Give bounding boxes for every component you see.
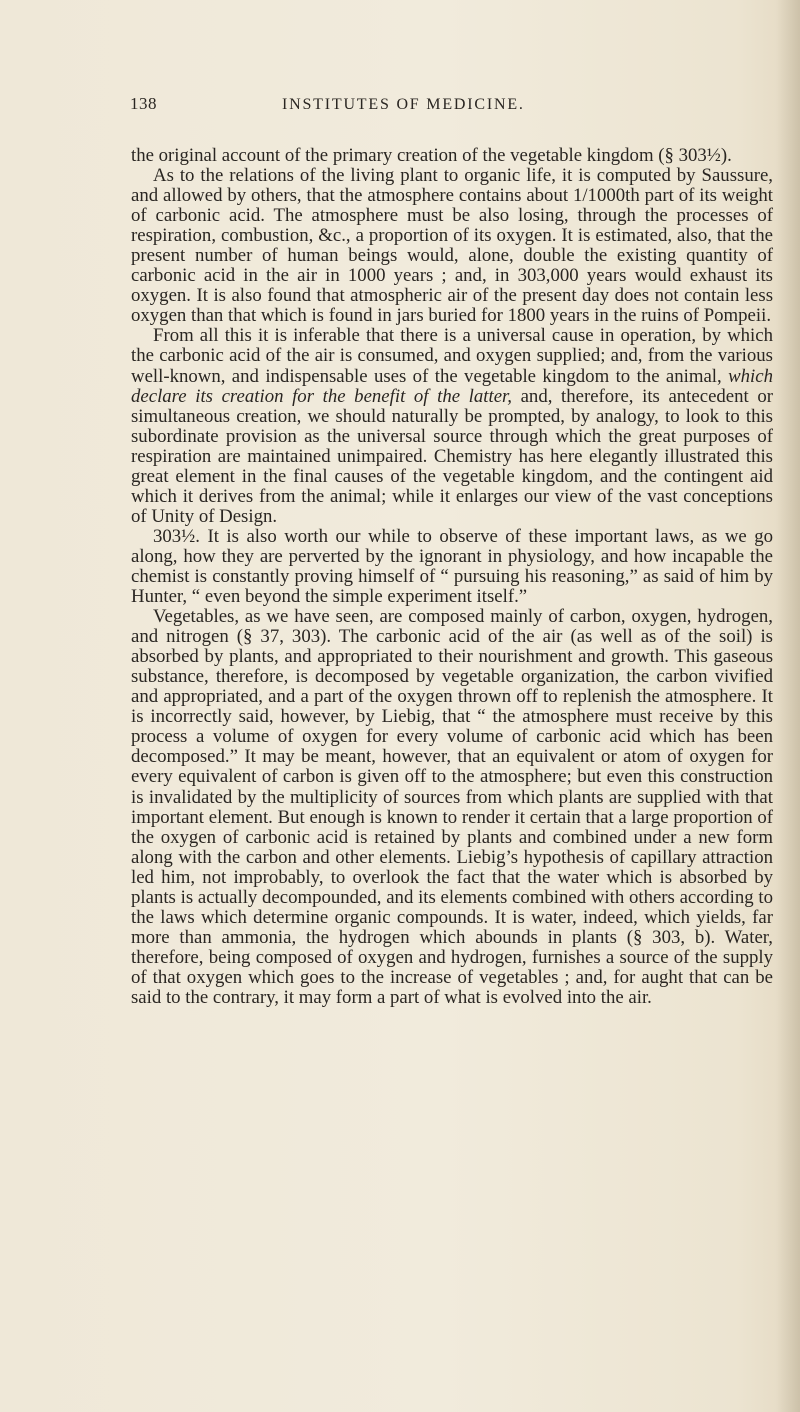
running-head: INSTITUTES OF MEDICINE. bbox=[282, 96, 525, 113]
paragraph-continuation: the original account of the primary creation of the vegetable kingdom (§ 303½). bbox=[131, 145, 732, 166]
paragraph-vegetables: Vegetables, as we have seen, are composed mainly of carbon, oxygen, hydrogen, and nitrogen (§ 37, 303). The carbonic acid of the air (as well as of the soil) is absorbed by plants, and appropriated to their nourishment and growth. This gaseous substance, therefore, is decomposed by vegetable organization, the carbon vivified and appropriated, and a part of the oxygen thrown off to replenish the atmosphere. It is incorrectly said, however, by Liebig, that “ the atmosphere must receive by this process a volume of oxygen for every volume of carbonic acid which has been decomposed.” It may be meant, however, that an equivalent or atom of oxygen for every equivalent of carbon is given off to the atmosphere; but even this construction is invalidated by the multiplicity of sources from which plants are supplied with that important element. But enough is known to render it certain that a large proportion of the oxygen of carbonic acid is retained by plants and combined under a new form along with the carbon and other elements. Liebig’s hypothesis of capillary attraction led him, not improbably, to overlook the fact that the water which is absorbed by plants is actually decompounded, and its elements combined with others according to the laws which determine organic compounds. It is water, indeed, which yields, far more than ammonia, the hydrogen which abounds in plants (§ 303, b). Water, therefore, being composed of oxygen and hydrogen, furnishes a source of the supply of that oxygen which goes to the increase of vegetables ; and, for aught that can be said to the contrary, it may form a part of what is evolved into the air. bbox=[131, 606, 773, 1008]
paragraph-text-after-italic: and, therefore, its antecedent or simultaneous creation, we should naturally be prompted, by analogy, to look to this subordinate provision as the universal source through which the great purposes of respiration are maintained unimpaired. Chemistry has here elegantly illustrated this great element in the final causes of the vegetable kingdom, and the contingent aid which it derives from the animal; while it enlarges our view of the vast conceptions of Unity of Design. bbox=[131, 385, 773, 527]
paragraph-text-before-italic: From all this it is inferable that there is a universal cause in operation, by which the carbonic acid of the air is consumed, and oxygen supplied; and, from the various well-known, and indispensable uses of the vegetable kingdom to the animal, bbox=[131, 325, 773, 387]
page-number: 138 bbox=[130, 94, 157, 113]
paragraph-atmosphere: As to the relations of the living plant to organic life, it is computed by Saussure, and allowed by others, that the atmosphere contains about 1/1000th part of its weight of carbonic acid. The atmosphere must be also losing, through the processes of respiration, combustion, &c., a proportion of its oxygen. It is estimated, also, that the present number of human beings would, alone, double the existing quantity of carbonic acid in the air in 1000 years ; and, in 303,000 years would exhaust its oxygen. It is also found that atmospheric air of the present day does not contain less oxygen than that which is found in jars buried for 1800 years in the ruins of Pompeii. bbox=[131, 165, 773, 327]
paragraph-universal-cause bbox=[131, 326, 773, 526]
page-header bbox=[130, 94, 770, 120]
body-text bbox=[131, 146, 773, 1008]
page-edge-shadow bbox=[776, 0, 800, 1412]
paragraph-section-303-half: 303½. It is also worth our while to observe of these important laws, as we go along, how they are perverted by the ignorant in physiology, and how incapable the chemist is constantly proving himself of “ pursuing his reasoning,” as said of him by Hunter, “ even beyond the simple experiment itself.” bbox=[131, 525, 773, 608]
italic-phrase: which declare its creation for the benefit of the latter, bbox=[131, 365, 773, 407]
